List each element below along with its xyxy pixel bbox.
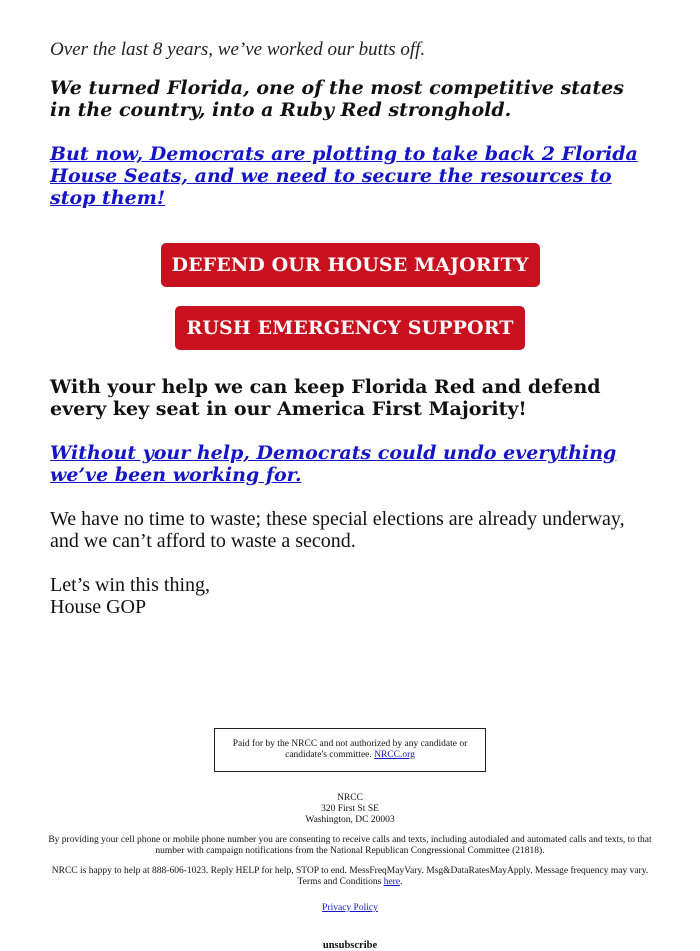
help-statement: With your help we can keep Florida Red and defend every key seat in our America First Majority! — [50, 376, 601, 420]
org-name: NRCC — [337, 793, 363, 803]
paid-for-text: Paid for by the NRCC and not authorized by any candidate or candidate's committee. — [232, 739, 468, 760]
paid-for-box — [214, 728, 486, 772]
email-body — [50, 38, 650, 640]
stronghold-text: We turned Florida, one of the most competitive states in the country, into a Ruby Red stronghold. — [50, 77, 624, 121]
intro-text: Over the last 8 years, we’ve worked our butts off. — [50, 39, 426, 60]
no-time-text: We have no time to waste; these special elections are already underway, and we can’t afford to waste a second. — [50, 508, 625, 552]
rush-support-button[interactable]: RUSH EMERGENCY SUPPORT — [175, 306, 524, 350]
plotting-link[interactable]: But now, Democrats are plotting to take back 2 Florida House Seats, and we need to secure the resources to stop them! — [50, 143, 638, 209]
street-address: 320 First St SE — [321, 804, 379, 814]
consent-text: By providing your cell phone or mobile phone number you are consenting to receive calls and texts, including autodialed and automated calls and texts, to that number with campaign notifications from the National Republican Congressional Committee (21818). — [48, 835, 652, 856]
signoff-line-2: House GOP — [50, 596, 147, 618]
help-text-block: NRCC is happy to help at 888-606-1023. Reply HELP for help, STOP to end. MessFreqMayVary. Msg&DataRatesMayApply. Message frequency may vary. Terms and Conditions here. — [51, 866, 649, 887]
signoff — [50, 574, 650, 618]
address — [0, 793, 700, 826]
signoff-line-1: Let’s win this thing, — [50, 574, 210, 596]
defend-button-row — [50, 243, 650, 287]
city-address: Washington, DC 20003 — [305, 815, 395, 825]
rush-button-row — [50, 306, 650, 350]
nrcc-link[interactable]: NRCC.org — [374, 750, 415, 760]
privacy-row — [0, 903, 700, 914]
plotting-paragraph — [50, 143, 650, 209]
email-footer — [0, 728, 700, 951]
terms-link[interactable]: here — [383, 877, 401, 887]
help-text: NRCC is happy to help at 888-606-1023. Reply HELP for help, STOP to end. MessFreqMayVary. Msg&DataRatesMayApply. Message frequency may vary. Terms and Conditions — [51, 866, 649, 887]
defend-majority-button[interactable]: DEFEND OUR HOUSE MAJORITY — [161, 243, 540, 287]
undo-link[interactable]: Without your help, Democrats could undo everything we’ve been working for. — [50, 442, 617, 486]
privacy-policy-link[interactable]: Privacy Policy — [322, 903, 378, 913]
undo-paragraph — [50, 442, 650, 486]
unsubscribe-link[interactable]: unsubscribe — [322, 940, 378, 951]
